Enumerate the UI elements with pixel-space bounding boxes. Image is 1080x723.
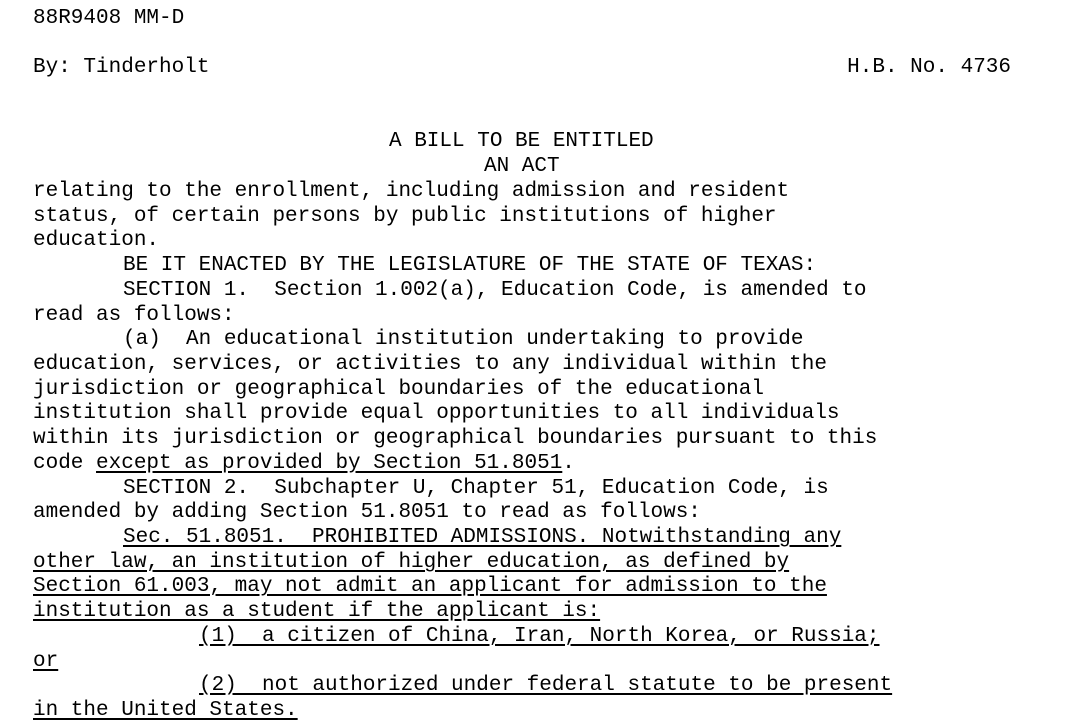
section-2-line: amended by adding Section 51.8051 to read as follows: bbox=[33, 501, 701, 524]
caption-line: education. bbox=[33, 229, 160, 252]
section-1-line: read as follows: bbox=[33, 304, 235, 327]
new-section-line bbox=[33, 600, 600, 624]
list-item-2 bbox=[199, 674, 892, 698]
list-item-1-continuation bbox=[33, 650, 58, 674]
list-item-1 bbox=[199, 625, 880, 649]
amendment-added-text: Section 61.003, may not admit an applicant for admission to the bbox=[33, 575, 827, 598]
bill-author: By: Tinderholt bbox=[33, 56, 210, 79]
amendment-added-text: in the United States. bbox=[33, 699, 298, 722]
new-section-line bbox=[33, 575, 827, 599]
bill-number: H.B. No. 4736 bbox=[847, 56, 1011, 79]
new-section-line bbox=[33, 551, 789, 575]
document-id: 88R9408 MM-D bbox=[33, 7, 185, 30]
list-item-2-continuation bbox=[33, 699, 298, 723]
caption-line: status, of certain persons by public institutions of higher bbox=[33, 205, 777, 228]
amendment-added-text: Sec. 51.8051. PROHIBITED ADMISSIONS. Notwithstanding any bbox=[123, 526, 842, 549]
subsection-a-line: within its jurisdiction or geographical boundaries pursuant to this bbox=[33, 427, 878, 450]
subsection-a-line: jurisdiction or geographical boundaries of the educational bbox=[33, 378, 764, 401]
amendment-added-text: institution as a student if the applicant is: bbox=[33, 600, 601, 623]
enacting-clause: BE IT ENACTED BY THE LEGISLATURE OF THE STATE OF TEXAS: bbox=[123, 254, 817, 277]
subsection-a-last-line bbox=[33, 452, 575, 476]
new-section-heading bbox=[123, 526, 841, 550]
plain-text: . bbox=[562, 452, 575, 475]
act-heading: AN ACT bbox=[484, 155, 560, 178]
caption-line: relating to the enrollment, including admission and resident bbox=[33, 180, 790, 203]
bill-title: A BILL TO BE ENTITLED bbox=[389, 130, 654, 153]
subsection-a-line: education, services, or activities to any individual within the bbox=[33, 353, 827, 376]
plain-text: code bbox=[33, 452, 97, 475]
subsection-a-line: institution shall provide equal opportunities to all individuals bbox=[33, 402, 840, 425]
amendment-added-text: other law, an institution of higher education, as defined by bbox=[33, 551, 790, 574]
subsection-a-line: (a) An educational institution undertaking to provide bbox=[123, 328, 804, 351]
amendment-added-text: or bbox=[33, 650, 59, 673]
amendment-added-text: (1) a citizen of China, Iran, North Korea, or Russia; bbox=[199, 625, 880, 648]
amendment-added-text: (2) not authorized under federal statute to be present bbox=[199, 674, 893, 697]
amendment-added-text: except as provided by Section 51.8051 bbox=[96, 452, 563, 475]
section-1-heading: SECTION 1. Section 1.002(a), Education Code, is amended to bbox=[123, 279, 867, 302]
section-2-heading: SECTION 2. Subchapter U, Chapter 51, Education Code, is bbox=[123, 477, 829, 500]
